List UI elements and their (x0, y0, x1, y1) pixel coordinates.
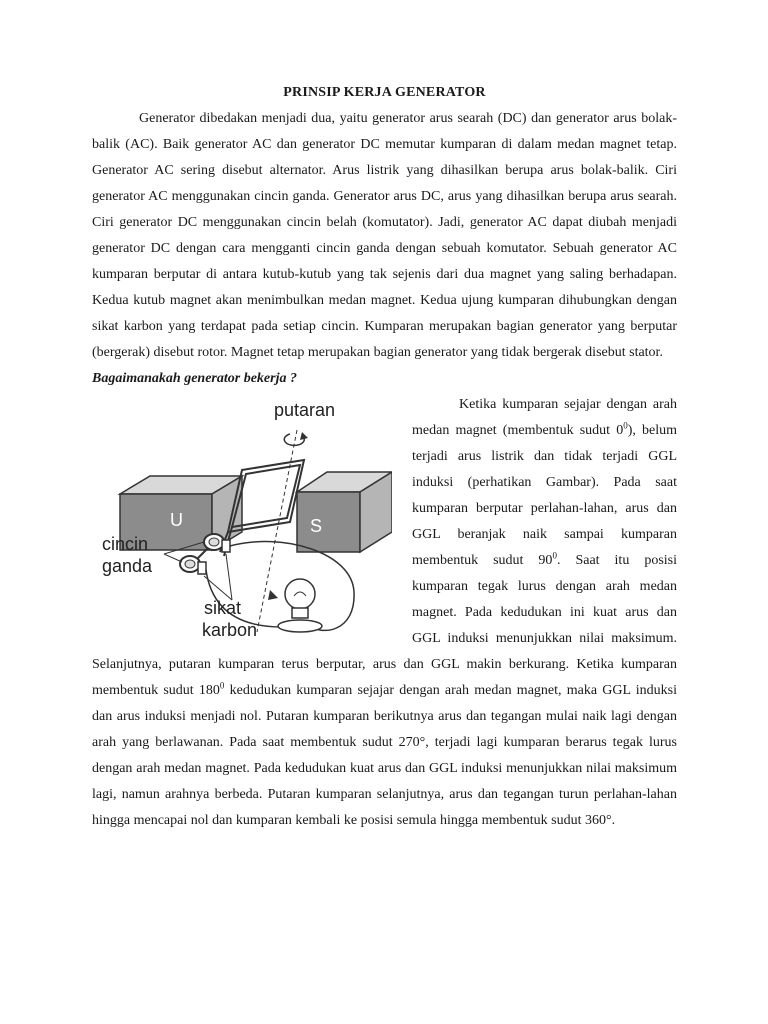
brush-label-line2: karbon (202, 620, 258, 640)
intro-paragraph: Generator dibedakan menjadi dua, yaitu generator arus searah (DC) dan generator arus bolak-balik (AC). Baik generator AC dan generator DC memutar kumparan di dalam medan magnet tetap. Generator AC sering disebut alternator. Arus listrik yang dihasilkan berupa arus bolak-balik. Ciri generator AC menggunakan cincin ganda. Generator arus DC, arus yang dihasilkan berupa arus searah. Ciri generator DC menggunakan cincin belah (komutator). Jadi, generator AC dapat diubah menjadi generator DC dengan cara mengganti cincin ganda dengan sebuah komutator. Sebuah generator AC kumparan berputar di antara kutub-kutub yang tak sejenis dari dua magnet yang saling berhadapan. Kedua kutub magnet akan menimbulkan medan magnet. Kedua ujung kumparan dihubungkan dengan sikat karbon yang terdapat pada setiap cincin. Kumparan merupakan bagian generator yang berputar (bergerak) disebut rotor. Magnet tetap merupakan bagian generator yang tidak bergerak disebut stator. (92, 111, 677, 360)
brush-pointer-2 (204, 576, 232, 600)
rotation-arrowhead-icon (300, 432, 308, 440)
light-bulb-icon (278, 579, 322, 632)
generator-diagram (92, 392, 392, 648)
south-pole-label: S (310, 516, 323, 536)
current-arrow-icon (268, 590, 278, 600)
section-heading: Bagaimanakah generator bekerja ? (92, 371, 297, 386)
north-pole-label: U (170, 510, 183, 530)
brush-label-line1: sikat (204, 598, 242, 618)
page-title: PRINSIP KERJA GENERATOR (283, 85, 486, 100)
brush-pointer (226, 554, 232, 600)
explanation-text-a: Ketika kumparan sejajar dengan arah medan magnet (membentuk sudut 0 (412, 397, 677, 438)
explanation-text-c: . Saat itu posisi kumparan tegak lurus dengan arah medan magnet. Pada kedudukan ini kuat arus dan GGL induksi menunjukkan nilai maksimum. Selanjutnya, putaran kumparan terus berputar, arus dan GGL makin berkurang. Ketika kumparan membentuk sudut 180 (92, 553, 677, 698)
rotation-label: putaran (274, 400, 336, 420)
degree-sup-3: 0 (219, 680, 225, 691)
degree-sup-1: 0 (623, 420, 628, 431)
rings-label-line1: cincin (102, 534, 149, 554)
degree-sup-2: 0 (552, 550, 557, 561)
rings-pointer-2 (164, 554, 182, 562)
rings-label-line2: ganda (102, 556, 153, 576)
explanation-text-b: ), belum terjadi arus listrik dan tidak terjadi GGL induksi (perhatikan Gambar). Pada saat kumparan berputar perlahan-lahan, arus dan GGL beranjak naik sampai kumparan membentuk sudut 90 (412, 423, 678, 568)
explanation-text-d: kedudukan kumparan sejajar dengan arah medan magnet, maka GGL induksi dan arus induksi menjadi nol. Putaran kumparan berikutnya arus dan tegangan mulai naik lagi dengan arah yang berlawanan. Pada saat membentuk sudut 270°, terjadi lagi kumparan berarus tegak lurus dengan arah medan magnet. Pada kedudukan kuat arus dan GGL induksi menunjukkan nilai maksimum lagi, namun arahnya berbeda. Putaran kumparan selanjutnya, arus dan tegangan turun perlahan-lahan hingga mencapai nol dan kumparan kembali ke posisi semula hingga membentuk sudut 360°. (92, 683, 678, 828)
document-page (92, 80, 677, 834)
generator-figure (92, 392, 392, 648)
south-magnet (297, 472, 392, 552)
